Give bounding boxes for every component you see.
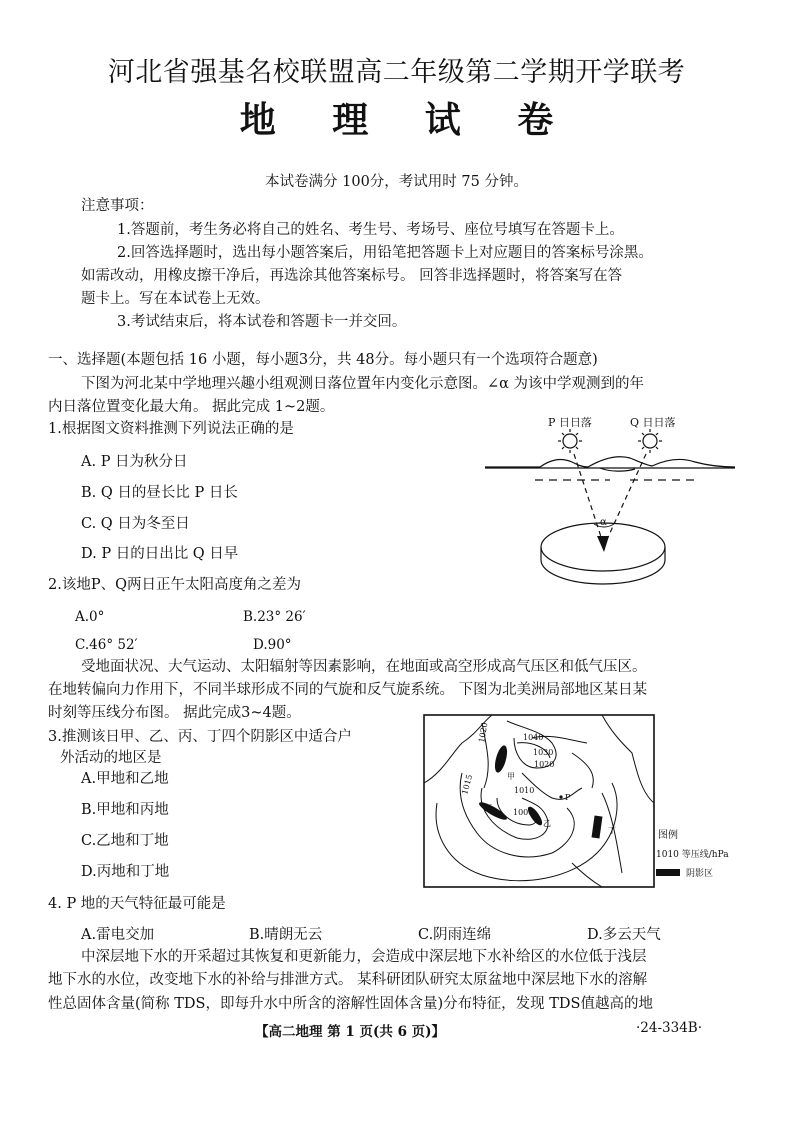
question-4-option-a: A.雷电交加 xyxy=(81,927,155,943)
legend-isobar: 1010 等压线/hPa xyxy=(656,850,729,860)
note-item: 题卡上。写在本试卷上无效。 xyxy=(81,291,270,307)
region-label: 甲 xyxy=(507,772,515,781)
note-item: 1.答题前，考生务必将自己的姓名、考生号、考场号、座位号填写在答题卡上。 xyxy=(117,222,624,238)
question-3-stem: 外活动的地区是 xyxy=(60,750,162,766)
legend-shade-label: 阴影区 xyxy=(686,869,714,879)
section-heading: 一、选择题(本题包括 16 小题，每小题3分，共 48分。每小题只有一个选项符合题意) xyxy=(48,352,598,368)
question-3-stem: 3.推测该日甲、乙、丙、丁四个阴影区中适合户 xyxy=(48,729,352,745)
isobar-label: 1015 xyxy=(460,773,475,796)
intro-paragraph: 性总固体含量(简称 TDS，即每升水中所含的溶解性固体含量)分布特征，发现 TDS值越高的地 xyxy=(48,996,653,1012)
question-2-option-a: A.0° xyxy=(75,609,105,625)
intro-paragraph: 下图为河北某中学地理兴趣小组观测日落位置年内变化示意图。∠α 为该中学观测到的年 xyxy=(81,376,645,392)
sunset-diagram xyxy=(480,410,740,595)
question-1-option-b: B. Q 日的昼长比 P 日长 xyxy=(81,485,238,501)
intro-paragraph: 内日落位置变化最大角。 据此完成 1~2题。 xyxy=(48,399,335,415)
legend-title: 图例 xyxy=(658,830,678,841)
intro-paragraph: 在地转偏向力作用下，不同半球形成不同的气旋和反气旋系统。 下图为北美洲局部地区某日某 xyxy=(48,682,648,698)
exam-title: 河北省强基名校联盟高二年级第二学期开学联考 xyxy=(107,57,686,88)
question-3-option-d: D.丙地和丁地 xyxy=(81,864,170,880)
question-3-option-a: A.甲地和乙地 xyxy=(81,771,169,787)
question-4-stem: 4. P 地的天气特征最可能是 xyxy=(48,896,226,912)
question-4-option-d: D.多云天气 xyxy=(587,927,661,943)
legend-shade-swatch xyxy=(656,869,680,876)
question-4-option-b: B.晴朗无云 xyxy=(249,927,323,943)
region-label: 乙 xyxy=(543,819,551,828)
intro-paragraph: 时刻等压线分布图。 据此完成3~4题。 xyxy=(48,705,301,721)
note-item: 3.考试结束后，将本试卷和答题卡一并交回。 xyxy=(117,314,407,330)
intro-paragraph: 中深层地下水的开采超过其恢复和更新能力，会造成中深层地下水补给区的水位低于浅层 xyxy=(81,949,647,965)
question-2-option-d: D.90° xyxy=(253,637,292,653)
label-p-sunset: P 日日落 xyxy=(548,416,592,429)
label-q-sunset: Q 日日落 xyxy=(630,416,676,429)
isobar-label: 1000 xyxy=(513,808,534,817)
isobar-map xyxy=(422,713,753,891)
region-label: 丁 xyxy=(608,826,616,835)
isobar-label: 1040 xyxy=(523,733,544,742)
isobar-label: 1010 xyxy=(514,786,535,795)
intro-paragraph: 受地面状况、大气运动、太阳辐射等因素影响，在地面或高空形成高气压区和低气压区。 xyxy=(81,659,647,675)
note-item: 2.回答选择题时，选出每小题答案后，用铅笔把答题卡上对应题目的答案标号涂黑。 xyxy=(117,245,653,261)
isobar-label: 1020 xyxy=(477,721,490,744)
question-2-option-b: B.23° 26′ xyxy=(243,609,306,625)
question-2-stem: 2.该地P、Q两日正午太阳高度角之差为 xyxy=(48,577,301,593)
question-3-option-c: C.乙地和丁地 xyxy=(81,833,169,849)
angle-alpha: α xyxy=(600,517,607,528)
isobar-label: 1020 xyxy=(534,760,555,769)
paper-code: ·24-334B· xyxy=(636,1020,703,1036)
question-4-option-c: C.阴雨连绵 xyxy=(418,927,492,943)
score-info: 本试卷满分 100分，考试用时 75 分钟。 xyxy=(265,174,528,190)
question-1-option-a: A. P 日为秋分日 xyxy=(81,454,188,470)
point-p-label: P xyxy=(565,793,571,802)
question-1-option-c: C. Q 日为冬至日 xyxy=(81,516,190,532)
question-1-option-d: D. P 日的日出比 Q 日早 xyxy=(81,546,239,562)
isobar-label: 1030 xyxy=(533,748,554,757)
page-footer: 【高二地理 第 1 页(共 6 页)】 xyxy=(255,1024,446,1040)
subject-title: 地 理 试 卷 xyxy=(239,99,576,141)
question-3-option-b: B.甲地和丙地 xyxy=(81,802,169,818)
notes-heading: 注意事项： xyxy=(81,198,154,214)
question-2-option-c: C.46° 52′ xyxy=(75,637,138,653)
note-item: 如需改动，用橡皮擦干净后，再选涂其他答案标号。 回答非选择题时，将答案写在答 xyxy=(81,268,623,284)
region-label: 丙 xyxy=(484,804,492,813)
intro-paragraph: 地下水的水位，改变地下水的补给与排泄方式。 某科研团队研究太原盆地中深层地下水的溶解 xyxy=(48,972,648,988)
question-1-stem: 1.根据图文资料推测下列说法正确的是 xyxy=(48,421,294,437)
